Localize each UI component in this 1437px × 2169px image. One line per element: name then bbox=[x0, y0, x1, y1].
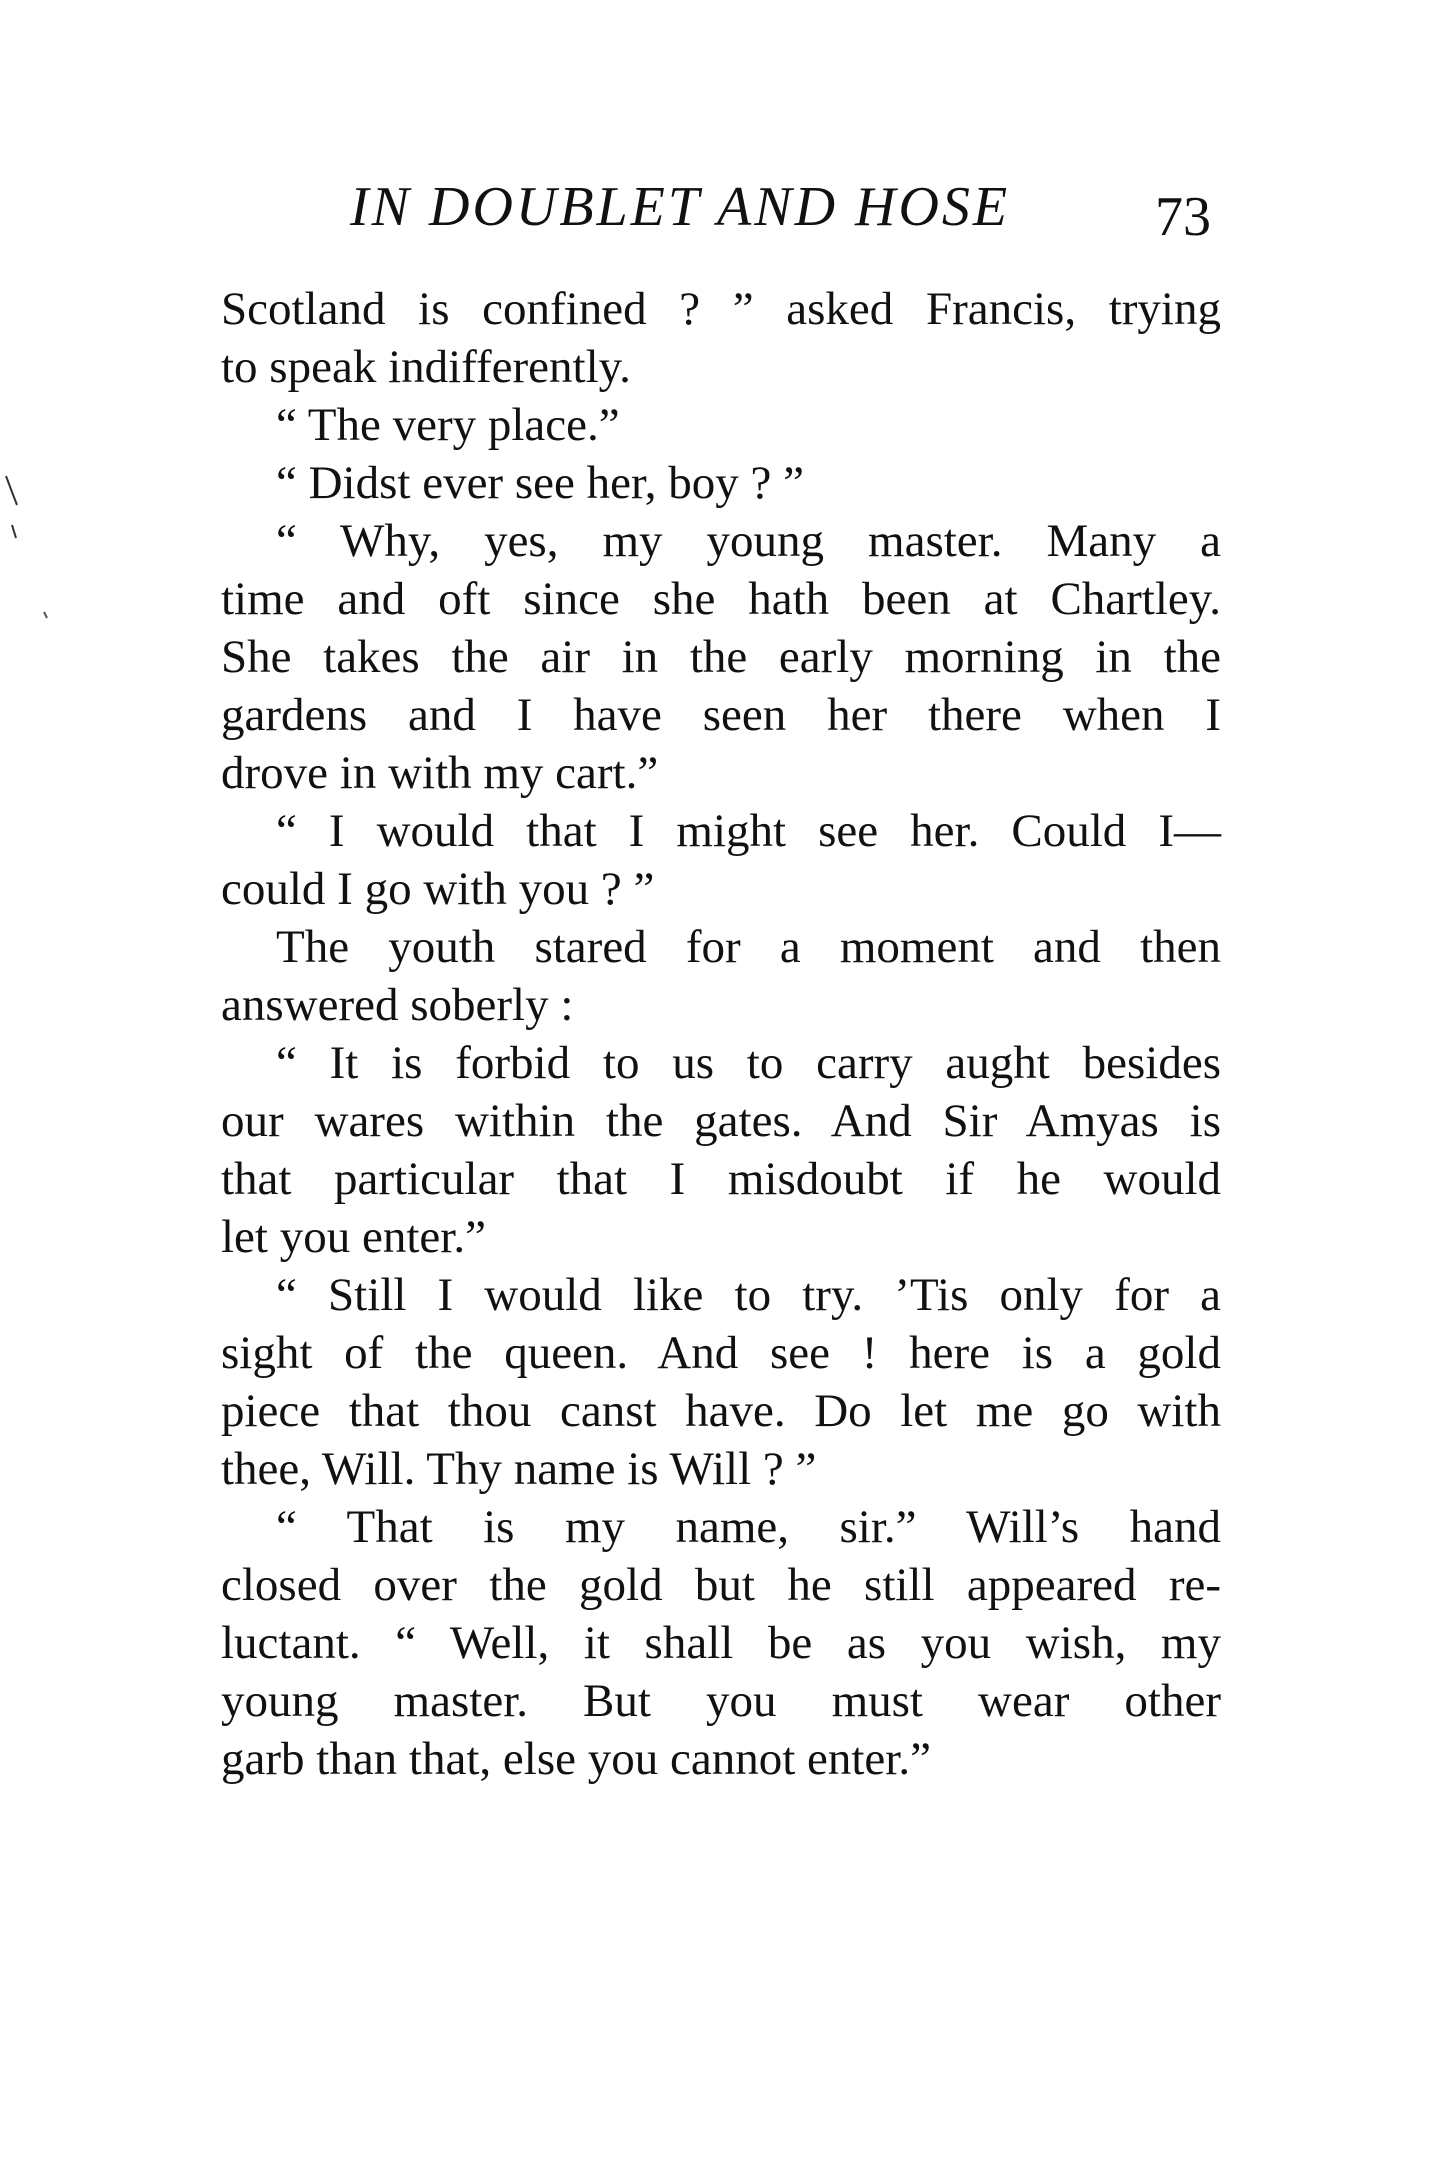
text-line: thee, Will. Thy name is Will ? ” bbox=[221, 1443, 817, 1495]
text-line: our wares within the gates. And Sir Amyas is bbox=[221, 1095, 1221, 1147]
text-line: “ Still I would like to try. ’Tis only for a bbox=[276, 1269, 1221, 1321]
text-line: closed over the gold but he still appeared re- bbox=[221, 1559, 1221, 1611]
running-title: IN DOUBLET AND HOSE bbox=[350, 176, 1011, 238]
text-line: luctant. “ Well, it shall be as you wish, my bbox=[221, 1617, 1221, 1669]
text-line: “ Why, yes, my young master. Many a bbox=[276, 515, 1221, 567]
page-number: 73 bbox=[1155, 186, 1211, 248]
text-line: piece that thou canst have. Do let me go with bbox=[221, 1385, 1221, 1437]
text-line: Scotland is confined ? ” asked Francis, trying bbox=[221, 283, 1221, 335]
text-line: “ The very place.” bbox=[276, 399, 620, 451]
text-line: young master. But you must wear other bbox=[221, 1675, 1221, 1727]
text-line: “ Didst ever see her, boy ? ” bbox=[276, 457, 804, 509]
text-line: to speak indifferently. bbox=[221, 341, 631, 393]
text-line: time and oft since she hath been at Chartley. bbox=[221, 573, 1221, 625]
text-line: answered soberly : bbox=[221, 979, 574, 1031]
margin-marks bbox=[0, 0, 80, 700]
text-line: “ I would that I might see her. Could I— bbox=[276, 805, 1221, 857]
text-line: “ It is forbid to us to carry aught besides bbox=[276, 1037, 1221, 1089]
text-line: She takes the air in the early morning in the bbox=[221, 631, 1221, 683]
text-line: sight of the queen. And see ! here is a gold bbox=[221, 1327, 1221, 1379]
text-line: could I go with you ? ” bbox=[221, 863, 655, 915]
text-line: “ That is my name, sir.” Will’s hand bbox=[276, 1501, 1221, 1553]
running-head bbox=[220, 175, 1220, 255]
text-line: that particular that I misdoubt if he would bbox=[221, 1153, 1221, 1205]
text-line: The youth stared for a moment and then bbox=[276, 921, 1221, 973]
text-line: let you enter.” bbox=[221, 1211, 486, 1263]
text-line: garb than that, else you cannot enter.” bbox=[221, 1733, 931, 1785]
text-line: drove in with my cart.” bbox=[221, 747, 659, 799]
text-line: gardens and I have seen her there when I bbox=[221, 689, 1221, 741]
body-text bbox=[221, 280, 1221, 1788]
